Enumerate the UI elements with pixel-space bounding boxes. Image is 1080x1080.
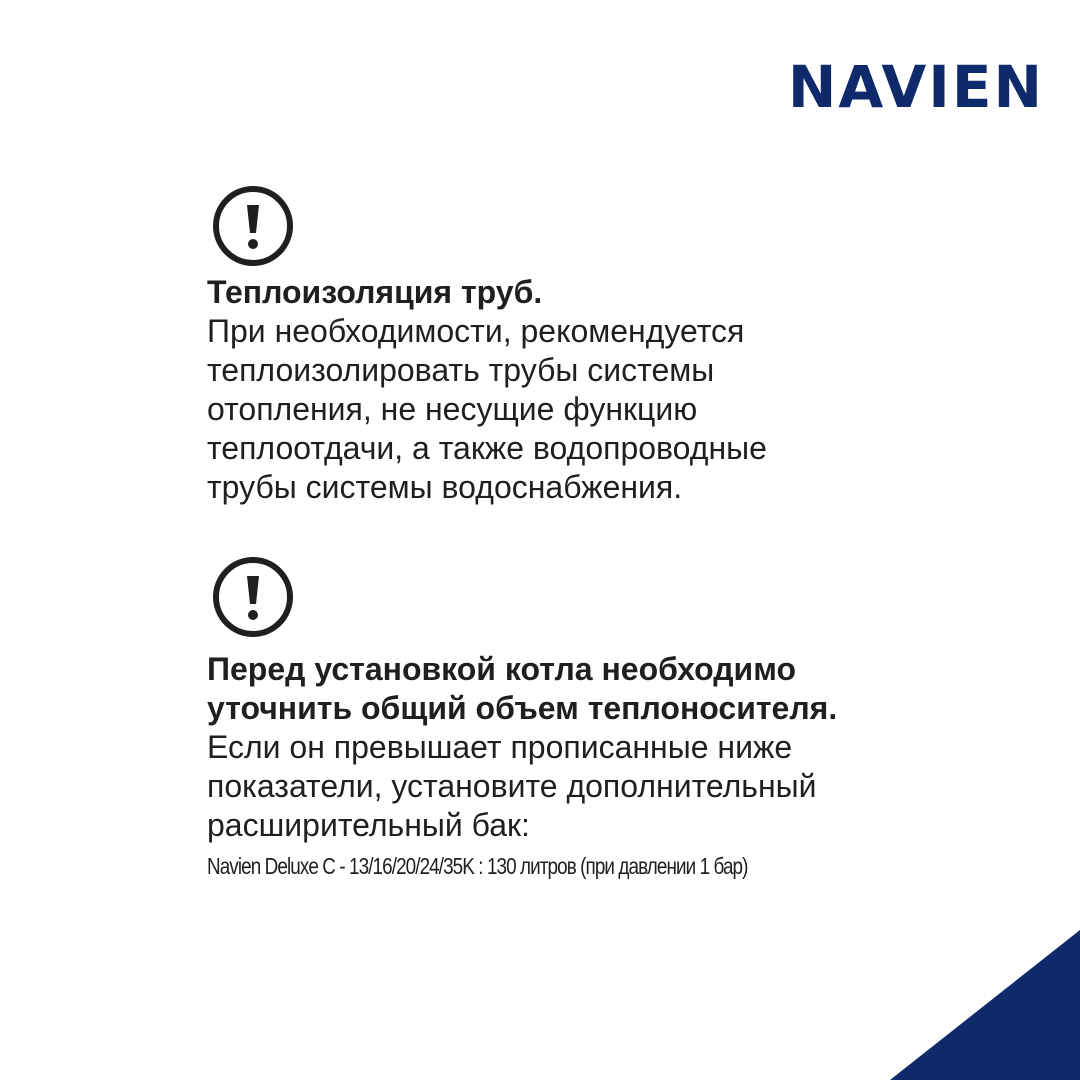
section-title: Теплоизоляция труб. xyxy=(207,274,543,310)
section-title-line: Перед установкой котла необходимо xyxy=(207,651,797,687)
model-capacity-note: Navien Deluxe C - 13/16/20/24/35K : 130 литров (при давлении 1 бар) xyxy=(207,853,748,879)
navien-logo: NAVIEN xyxy=(787,53,1044,121)
body-line: показатели, установите дополнительный xyxy=(207,768,817,804)
section-title-line: уточнить общий объем теплоносителя. xyxy=(207,690,838,726)
body-line: расширительный бак: xyxy=(207,807,530,843)
body-line: отопления, не несущие функцию xyxy=(207,391,698,427)
exclamation-circle-icon xyxy=(210,183,296,269)
body-line: трубы системы водоснабжения. xyxy=(207,469,683,505)
corner-triangle-decoration xyxy=(890,930,1080,1080)
body-line: теплоизолировать трубы системы xyxy=(207,352,715,388)
exclamation-circle-icon xyxy=(210,554,296,640)
body-line: Если он превышает прописанные ниже xyxy=(207,729,793,765)
body-line: При необходимости, рекомендуется xyxy=(207,313,745,349)
body-line: теплоотдачи, а также водопроводные xyxy=(207,430,767,466)
section-expansion-tank xyxy=(207,650,927,881)
section-pipe-insulation xyxy=(207,273,927,507)
